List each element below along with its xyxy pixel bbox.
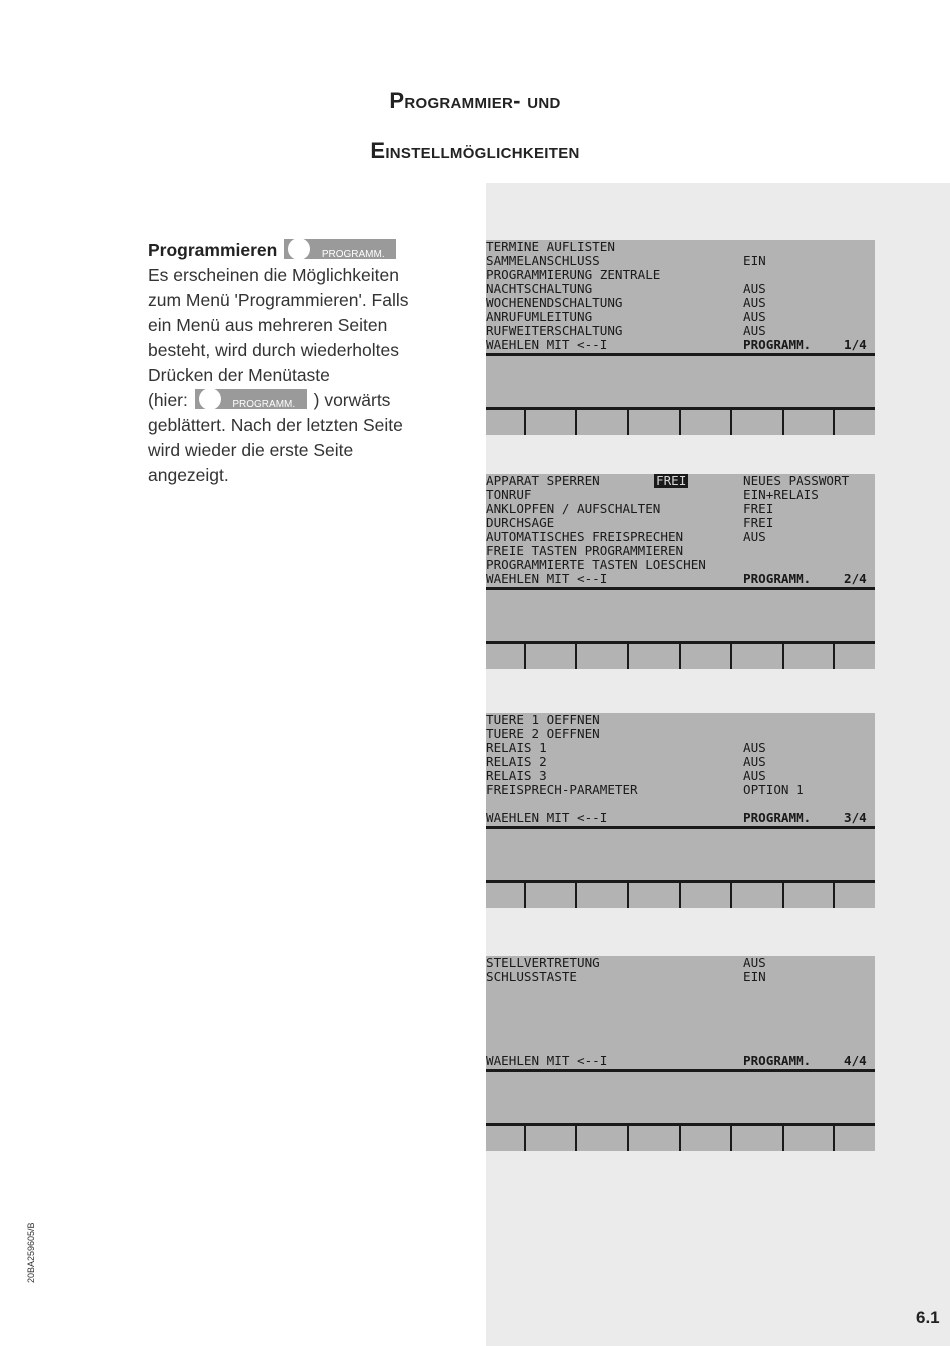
- lcd-divider: [486, 826, 875, 829]
- lcd-menu-item-label: TONRUF: [486, 487, 532, 502]
- lcd-menu-row[interactable]: [486, 296, 875, 310]
- softkey-separator: [575, 883, 577, 908]
- section-label: Programmieren: [148, 240, 278, 260]
- lcd-menu-item-label: ANRUFUMLEITUNG: [486, 309, 593, 324]
- lcd-menu-row[interactable]: [486, 254, 875, 268]
- description-line: Es erscheinen die Möglichkeiten: [148, 265, 399, 285]
- lcd-menu-row[interactable]: [486, 1012, 875, 1026]
- softkey-separator: [524, 1126, 526, 1151]
- softkey-separator: [730, 644, 732, 669]
- key-label: PROGRAMM.: [232, 399, 296, 411]
- lcd-menu-row[interactable]: [486, 282, 875, 296]
- lcd-footer-hint: WAEHLEN MIT <--I: [486, 337, 608, 352]
- lcd-menu-item-label: DURCHSAGE: [486, 515, 555, 530]
- lcd-menu-row[interactable]: [486, 516, 875, 530]
- lcd-menu-item-label: AUTOMATISCHES FREISPRECHEN: [486, 529, 684, 544]
- lcd-menu-row[interactable]: [486, 558, 875, 572]
- softkey-separator: [782, 883, 784, 908]
- softkey-separator: [679, 1126, 681, 1151]
- softkey-separator: [782, 1126, 784, 1151]
- description-text-part: ) vorwärts: [313, 390, 391, 410]
- lcd-divider: [486, 1069, 875, 1072]
- description-line: ein Menü aus mehreren Seiten: [148, 315, 388, 335]
- lcd-menu-item-label: FREISPRECH-PARAMETER: [486, 782, 638, 797]
- lcd-menu-row[interactable]: [486, 797, 875, 811]
- lcd-footer-hint: WAEHLEN MIT <--I: [486, 810, 608, 825]
- lcd-menu-item-label: RELAIS 2: [486, 754, 547, 769]
- description-line: geblättert. Nach der letzten Seite: [148, 415, 403, 435]
- lcd-menu-row[interactable]: [486, 755, 875, 769]
- description-line: besteht, wird durch wiederholtes: [148, 340, 399, 360]
- lcd-screen-page-4: [486, 956, 875, 1151]
- lcd-menu-item-label: SCHLUSSTASTE: [486, 969, 577, 984]
- softkey-separator: [782, 410, 784, 435]
- description-line-label: [148, 238, 448, 263]
- page-title-line1: Programmier- und: [389, 88, 561, 113]
- programm-key-icon: [284, 239, 396, 259]
- softkey-separator: [730, 1126, 732, 1151]
- lcd-menu-row[interactable]: [486, 488, 875, 502]
- lcd-menu-item-label: PROGRAMMIERTE TASTEN LOESCHEN: [486, 557, 706, 572]
- lcd-menu-row[interactable]: [486, 1040, 875, 1054]
- lcd-menu-item-label: APPARAT SPERREN: [486, 473, 600, 488]
- page-title-line2: Einstellmöglichkeiten: [370, 138, 580, 163]
- lcd-menu-item-value: AUS: [743, 740, 766, 755]
- description-text-part: (hier:: [148, 390, 188, 410]
- lcd-menu-item-label: PROGRAMMIERUNG ZENTRALE: [486, 267, 661, 282]
- lcd-menu-row[interactable]: [486, 741, 875, 755]
- softkey-separator: [679, 644, 681, 669]
- lcd-footer-row: [486, 811, 875, 825]
- softkey-separator: [833, 883, 835, 908]
- lcd-menu-item-value: OPTION 1: [743, 782, 804, 797]
- lcd-footer-page: 4/4: [844, 1053, 867, 1068]
- lcd-menu-item-value: AUS: [743, 768, 766, 783]
- lcd-menu-item-label: FREIE TASTEN PROGRAMMIEREN: [486, 543, 684, 558]
- softkey-separator: [679, 883, 681, 908]
- lcd-menu-row[interactable]: [486, 310, 875, 324]
- lcd-menu-item-value: AUS: [743, 754, 766, 769]
- lcd-footer-row: [486, 572, 875, 586]
- softkey-separator: [833, 644, 835, 669]
- lcd-menu-item-value: AUS: [743, 281, 766, 296]
- softkey-separator: [833, 1126, 835, 1151]
- lcd-menu-item-label: TUERE 1 OEFFNEN: [486, 712, 600, 727]
- description-line-key: [148, 388, 448, 413]
- lcd-menu-row[interactable]: [486, 998, 875, 1012]
- lcd-menu-row[interactable]: [486, 727, 875, 741]
- softkey-separator: [575, 644, 577, 669]
- lcd-footer-page: 2/4: [844, 571, 867, 586]
- lcd-menu-item-label: RELAIS 3: [486, 768, 547, 783]
- softkey-separator: [627, 410, 629, 435]
- softkey-separator: [627, 1126, 629, 1151]
- softkey-separator: [575, 1126, 577, 1151]
- page-number: 6.1: [916, 1308, 940, 1327]
- softkey-bar: [486, 1126, 875, 1151]
- lcd-menu-row[interactable]: [486, 956, 875, 970]
- softkey-bar: [486, 644, 875, 669]
- softkey-separator: [679, 410, 681, 435]
- lcd-menu-row[interactable]: [486, 984, 875, 998]
- lcd-menu-row[interactable]: [486, 240, 875, 254]
- softkey-separator: [833, 410, 835, 435]
- key-led-icon: [288, 238, 310, 260]
- lcd-menu-item-value: AUS: [743, 323, 766, 338]
- lcd-menu-row[interactable]: [486, 502, 875, 516]
- lcd-menu-item-value: AUS: [743, 309, 766, 324]
- lcd-display: [486, 713, 875, 827]
- gray-background-panel-top: [534, 183, 950, 243]
- softkey-separator: [524, 410, 526, 435]
- softkey-separator: [730, 883, 732, 908]
- lcd-display: [486, 240, 875, 354]
- key-label: PROGRAMM.: [321, 249, 385, 261]
- lcd-screen-page-3: [486, 713, 875, 908]
- lcd-menu-item-value: AUS: [743, 529, 766, 544]
- lcd-status-badge: FREI: [656, 473, 687, 488]
- key-led-icon: [199, 388, 221, 410]
- lcd-menu-item-value: FREI: [743, 515, 774, 530]
- lcd-menu-row[interactable]: [486, 713, 875, 727]
- lcd-display: [486, 474, 875, 588]
- lcd-menu-item-value: EIN: [743, 969, 766, 984]
- lcd-menu-item-label: TUERE 2 OEFFNEN: [486, 726, 600, 741]
- lcd-menu-row[interactable]: [486, 1026, 875, 1040]
- lcd-menu-row[interactable]: [486, 970, 875, 984]
- lcd-menu-item-value: NEUES PASSWORT: [743, 473, 850, 488]
- softkey-separator: [782, 644, 784, 669]
- lcd-screen-page-1: [486, 240, 875, 435]
- softkey-bar: [486, 410, 875, 435]
- lcd-menu-item-label: RUFWEITERSCHALTUNG: [486, 323, 623, 338]
- lcd-menu-item-label: WOCHENENDSCHALTUNG: [486, 295, 623, 310]
- description-line: wird wieder die erste Seite: [148, 440, 354, 460]
- lcd-menu-item-value: EIN+RELAIS: [743, 487, 819, 502]
- lcd-menu-item-label: RELAIS 1: [486, 740, 547, 755]
- softkey-separator: [627, 883, 629, 908]
- lcd-footer-mode: PROGRAMM.: [743, 810, 812, 825]
- lcd-screen-page-2: [486, 474, 875, 669]
- lcd-footer-page: 3/4: [844, 810, 867, 825]
- lcd-menu-item-label: ANKLOPFEN / AUFSCHALTEN: [486, 501, 661, 516]
- lcd-menu-row[interactable]: [486, 474, 875, 488]
- lcd-footer-hint: WAEHLEN MIT <--I: [486, 1053, 608, 1068]
- lcd-footer-row: [486, 1054, 875, 1068]
- lcd-footer-hint: WAEHLEN MIT <--I: [486, 571, 608, 586]
- lcd-footer-mode: PROGRAMM.: [743, 571, 812, 586]
- lcd-menu-item-label: TERMINE AUFLISTEN: [486, 239, 615, 254]
- softkey-separator: [730, 410, 732, 435]
- lcd-footer-mode: PROGRAMM.: [743, 1053, 812, 1068]
- lcd-menu-item-value: FREI: [743, 501, 774, 516]
- lcd-menu-row[interactable]: [486, 544, 875, 558]
- lcd-menu-item-value: EIN: [743, 253, 766, 268]
- softkey-separator: [524, 644, 526, 669]
- lcd-menu-item-value: AUS: [743, 295, 766, 310]
- lcd-display: [486, 956, 875, 1070]
- lcd-divider: [486, 587, 875, 590]
- lcd-menu-row[interactable]: [486, 783, 875, 797]
- programm-key-icon: [195, 389, 307, 409]
- lcd-menu-row[interactable]: [486, 324, 875, 338]
- lcd-footer-mode: PROGRAMM.: [743, 337, 812, 352]
- lcd-footer-page: 1/4: [844, 337, 867, 352]
- lcd-menu-row[interactable]: [486, 530, 875, 544]
- softkey-separator: [575, 410, 577, 435]
- lcd-menu-item-label: STELLVERTRETUNG: [486, 955, 600, 970]
- lcd-menu-row[interactable]: [486, 769, 875, 783]
- lcd-menu-item-value: AUS: [743, 955, 766, 970]
- softkey-separator: [627, 644, 629, 669]
- description-line: zum Menü 'Programmieren'. Falls: [148, 290, 409, 310]
- softkey-separator: [524, 883, 526, 908]
- document-code: 20BA259605/B: [26, 1222, 36, 1283]
- description-line: angezeigt.: [148, 465, 229, 485]
- lcd-footer-row: [486, 338, 875, 352]
- lcd-menu-row[interactable]: [486, 268, 875, 282]
- lcd-divider: [486, 353, 875, 356]
- lcd-menu-item-label: SAMMELANSCHLUSS: [486, 253, 600, 268]
- lcd-menu-item-label: NACHTSCHALTUNG: [486, 281, 593, 296]
- description-text: [148, 238, 448, 488]
- description-line: Drücken der Menütaste: [148, 365, 330, 385]
- softkey-bar: [486, 883, 875, 908]
